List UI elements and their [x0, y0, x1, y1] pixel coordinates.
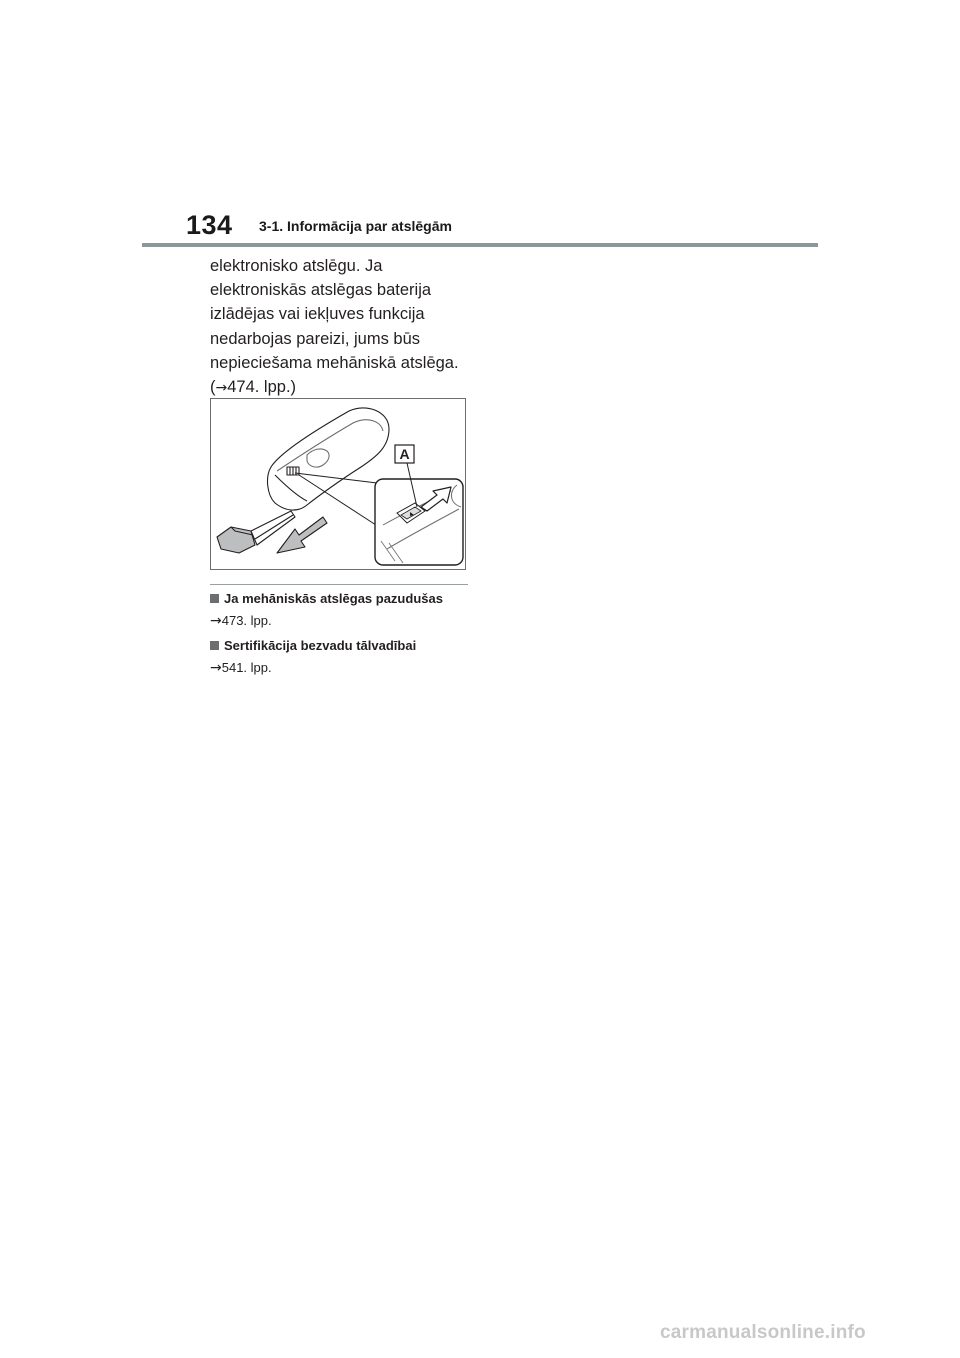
- key-illustration-svg: [211, 399, 465, 569]
- key-illustration: [210, 398, 466, 570]
- callout-label: A: [399, 446, 410, 462]
- figure-rule: [210, 584, 468, 585]
- note-heading-text: Ja mehāniskās atslēgas pazudušas: [224, 591, 443, 606]
- note-ref-text: 473. lpp.: [221, 613, 272, 628]
- reference-arrow-icon: →: [210, 660, 222, 676]
- note-ref-certification: [210, 660, 272, 676]
- body-line: nedarbojas pareizi, jums būs: [210, 329, 421, 348]
- note-heading-lost-keys: [210, 591, 443, 606]
- reference-arrow-icon: →: [210, 613, 222, 629]
- header-rule: [142, 243, 818, 247]
- watermark: carmanualsonline.info: [660, 1322, 866, 1343]
- note-ref-text: 541. lpp.: [221, 660, 272, 675]
- page-reference: [210, 375, 490, 400]
- note-heading-certification: [210, 638, 416, 653]
- body-line: elektronisko atslēgu. Ja: [210, 257, 383, 275]
- body-line: izlādējas vai iekļuves funkcija: [210, 305, 425, 324]
- note-heading-text: Sertifikācija bezvadu tālvadībai: [224, 638, 417, 653]
- key-fob-drawing: [268, 408, 389, 510]
- page-number: 134: [186, 210, 233, 240]
- body-line: nepieciešama mehāniskā atslēga.: [210, 353, 459, 372]
- reference-arrow-icon: →: [215, 380, 228, 397]
- body-paragraph: [210, 254, 490, 400]
- square-bullet-icon: [210, 594, 219, 603]
- body-line: elektroniskās atslēgas baterija: [210, 281, 432, 300]
- reference-open-paren: (: [210, 378, 216, 397]
- section-title: 3-1. Informācija par atslēgām: [259, 218, 452, 234]
- square-bullet-icon: [210, 641, 219, 650]
- note-ref-lost-keys: [210, 613, 272, 629]
- reference-text: 474. lpp.): [227, 378, 297, 397]
